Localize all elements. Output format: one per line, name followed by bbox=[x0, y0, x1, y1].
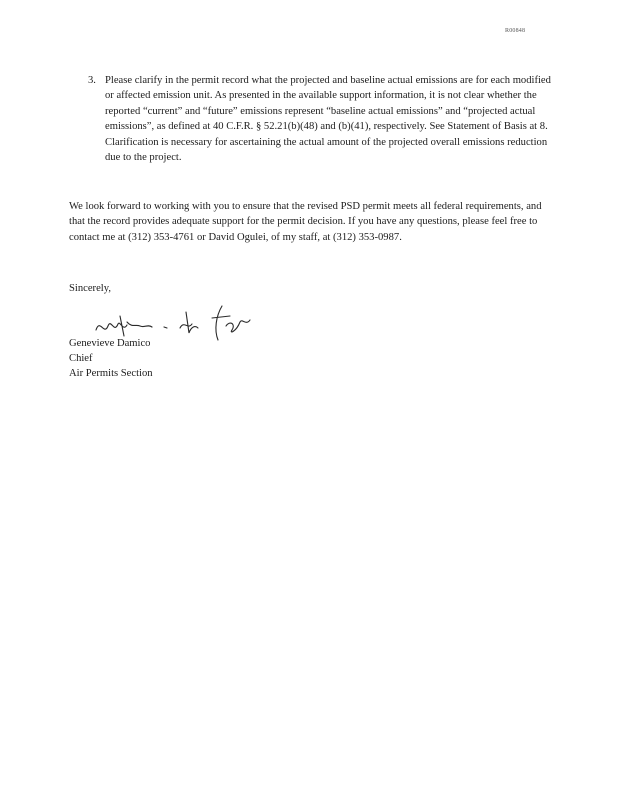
signatory-title: Chief bbox=[69, 352, 93, 364]
signatory-section: Air Permits Section bbox=[69, 367, 153, 379]
item-number: 3. bbox=[88, 75, 96, 86]
closing-salutation: Sincerely, bbox=[69, 283, 111, 294]
signatory-name: Genevieve Damico bbox=[69, 338, 151, 349]
item-text: Please clarify in the permit record what the projected and baseline actual emissions are for each modified or affected emission unit. As presented in the available support information, it is not clear whether the reported “current” and “future” emissions represent “baseline actual emissions” and “projected actual emissions”, as defined at 40 C.F.R. § 52.21(b)(48) and (b)(41), respectively. See Statement of Basis at 8. Clarification is necessary for ascertaining the actual amount of the projected overall emissions reduction due to the project. bbox=[105, 75, 551, 164]
page-id: R00848 bbox=[505, 28, 526, 34]
signature-block bbox=[69, 337, 153, 381]
closing-paragraph: We look forward to working with you to ensure that the revised PSD permit meets all federal requirements, and that the record provides adequate support for the permit decision. If you have any questions, please feel free to contact me at (312) 353-4761 or David Ogulei, of my staff, at (312) 353-0987. bbox=[69, 201, 542, 243]
